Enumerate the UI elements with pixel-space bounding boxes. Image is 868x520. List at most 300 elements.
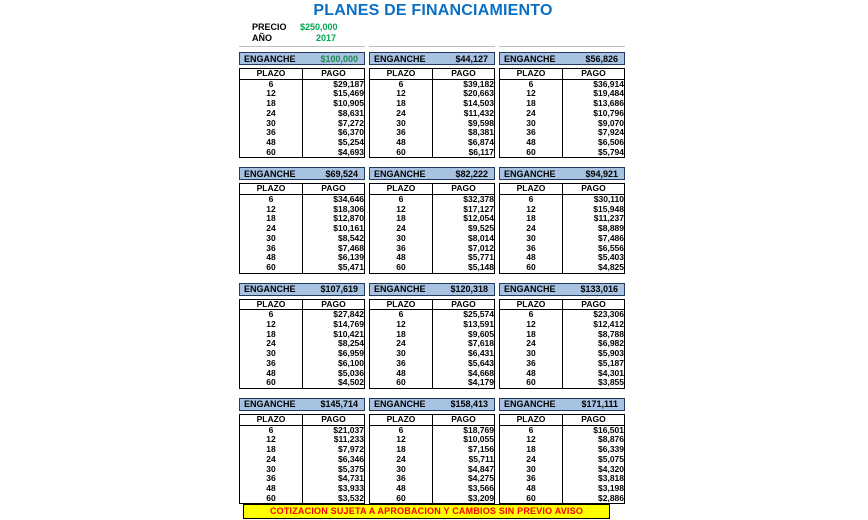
plazo-cell: 60 (370, 378, 433, 388)
plazo-cell: 24 (240, 339, 303, 349)
plazo-cell: 12 (370, 205, 433, 215)
pago-column-header: PAGO (303, 414, 365, 425)
plazo-cell: 30 (500, 465, 563, 475)
plazo-cell: 60 (370, 148, 433, 158)
pago-cell: $6,506 (598, 137, 624, 147)
plazo-column-header: PLAZO (240, 184, 303, 195)
plazo-cell: 60 (240, 378, 303, 388)
pago-cell: $6,874 (468, 137, 494, 147)
payment-row (500, 310, 625, 320)
enganche-label: ENGANCHE (374, 53, 426, 64)
cell-border-line (239, 46, 365, 47)
enganche-header (499, 283, 625, 296)
payment-row (500, 349, 625, 359)
payment-row (240, 455, 365, 465)
pago-cell: $7,468 (338, 243, 364, 253)
plazo-cell: 24 (370, 109, 433, 119)
enganche-label: ENGANCHE (504, 53, 556, 64)
payment-row (500, 195, 625, 205)
plazo-column-header: PLAZO (240, 299, 303, 310)
plazo-cell: 18 (370, 99, 433, 109)
pago-column-header: PAGO (563, 69, 625, 80)
pago-cell: $6,346 (338, 454, 364, 464)
plazo-cell: 24 (240, 109, 303, 119)
pago-cell: $12,870 (333, 214, 364, 224)
financing-plan-table (499, 398, 625, 504)
payment-row (370, 234, 495, 244)
plazo-cell: 48 (370, 138, 433, 148)
pago-cell: $6,556 (598, 243, 624, 253)
plazo-cell: 36 (370, 474, 433, 484)
pago-cell: $10,161 (333, 224, 364, 234)
plazo-cell: 48 (370, 253, 433, 263)
pago-cell: $5,187 (598, 358, 624, 368)
payment-row (240, 445, 365, 455)
pago-cell: $39,182 (463, 79, 494, 89)
payment-row (370, 435, 495, 445)
pago-cell: $4,301 (598, 368, 624, 378)
pago-cell: $17,127 (463, 204, 494, 214)
plazo-cell: 60 (500, 378, 563, 388)
enganche-label: ENGANCHE (244, 168, 296, 179)
plazo-column-header: PLAZO (370, 69, 433, 80)
pago-cell: $3,532 (338, 493, 364, 503)
pago-cell: $14,503 (463, 99, 494, 109)
plazo-cell: 60 (370, 263, 433, 273)
payments-table (499, 299, 625, 389)
enganche-header (499, 167, 625, 180)
pago-cell: $30,110 (593, 194, 624, 205)
payment-row (240, 310, 365, 320)
plazo-cell: 30 (370, 119, 433, 129)
payments-table-header-row (370, 414, 495, 425)
sheet-content (237, 0, 629, 520)
pago-cell: $5,375 (338, 464, 364, 474)
precio-row (237, 21, 336, 32)
pago-cell: $4,502 (338, 378, 364, 388)
plazo-cell: 30 (500, 349, 563, 359)
enganche-header (499, 52, 625, 65)
payment-row (240, 320, 365, 330)
payment-row (240, 378, 365, 388)
plazo-cell: 12 (370, 89, 433, 99)
pago-column-header: PAGO (433, 414, 495, 425)
payment-row (370, 494, 495, 504)
payment-row (500, 445, 625, 455)
pago-cell: $5,075 (598, 454, 624, 464)
pago-cell: $6,370 (338, 128, 364, 138)
plazo-cell: 18 (240, 330, 303, 340)
pago-cell: $15,948 (593, 204, 624, 214)
plazo-cell: 6 (240, 79, 303, 89)
plazo-cell: 24 (500, 224, 563, 234)
payment-row (370, 119, 495, 129)
payment-row (240, 89, 365, 99)
pago-column-header: PAGO (303, 299, 365, 310)
payment-row (240, 494, 365, 504)
pago-column-header: PAGO (303, 69, 365, 80)
enganche-label: ENGANCHE (244, 284, 296, 295)
plazo-cell: 6 (500, 310, 563, 320)
financing-plan-table (499, 167, 625, 273)
financing-plan-table (369, 283, 495, 389)
payment-row (240, 369, 365, 379)
payment-row (370, 99, 495, 109)
pago-cell: $4,275 (468, 474, 494, 484)
payment-row (240, 99, 365, 109)
pago-cell: $7,972 (338, 445, 364, 455)
financing-plan-table (239, 283, 365, 389)
payments-table-header-row (500, 184, 625, 195)
plazo-cell: 18 (240, 214, 303, 224)
plazo-cell: 60 (500, 494, 563, 504)
payment-row (500, 425, 625, 435)
pago-column-header: PAGO (303, 184, 365, 195)
pago-cell: $8,542 (338, 233, 364, 243)
pago-cell: $4,847 (468, 464, 494, 474)
payment-row (370, 339, 495, 349)
payment-row (370, 128, 495, 138)
plazo-column-header: PLAZO (500, 184, 563, 195)
enganche-value: $69,524 (325, 168, 358, 179)
pago-cell: $32,378 (463, 194, 494, 205)
payments-table-header-row (500, 414, 625, 425)
pago-cell: $4,693 (338, 147, 364, 157)
plazo-cell: 48 (370, 369, 433, 379)
payments-table (369, 299, 495, 389)
pago-cell: $5,794 (598, 147, 624, 157)
payment-row (370, 455, 495, 465)
payment-row (370, 253, 495, 263)
plazo-cell: 18 (500, 445, 563, 455)
pago-cell: $3,818 (598, 474, 624, 484)
pago-cell: $10,796 (593, 108, 624, 118)
pago-cell: $6,139 (338, 253, 364, 263)
enganche-label: ENGANCHE (504, 399, 556, 410)
plazo-cell: 12 (240, 205, 303, 215)
plazo-cell: 48 (500, 138, 563, 148)
payment-row (240, 349, 365, 359)
plazo-cell: 12 (500, 205, 563, 215)
enganche-value: $107,619 (320, 284, 358, 295)
plazo-column-header: PLAZO (240, 414, 303, 425)
payment-row (500, 138, 625, 148)
pago-cell: $3,198 (598, 483, 624, 493)
pago-cell: $36,914 (593, 79, 624, 89)
pago-cell: $5,903 (598, 349, 624, 359)
plazo-cell: 36 (240, 474, 303, 484)
pago-cell: $5,036 (338, 368, 364, 378)
financing-plan-table (239, 398, 365, 504)
plazo-cell: 6 (370, 195, 433, 205)
plazo-cell: 12 (240, 320, 303, 330)
payment-row (500, 465, 625, 475)
payments-table (239, 414, 365, 504)
payment-row (500, 263, 625, 273)
payment-row (240, 339, 365, 349)
pago-cell: $5,771 (468, 253, 494, 263)
enganche-value: $158,413 (450, 399, 488, 410)
payment-row (370, 378, 495, 388)
payments-table (239, 183, 365, 273)
payment-row (370, 359, 495, 369)
enganche-label: ENGANCHE (504, 168, 556, 179)
plazo-cell: 24 (370, 224, 433, 234)
pago-cell: $25,574 (463, 309, 494, 320)
enganche-label: ENGANCHE (244, 53, 296, 64)
plazo-cell: 36 (500, 474, 563, 484)
pago-cell: $4,731 (338, 474, 364, 484)
payments-table (239, 299, 365, 389)
enganche-label: ENGANCHE (244, 399, 296, 410)
enganche-header (369, 283, 495, 296)
plazo-cell: 36 (240, 359, 303, 369)
pago-cell: $8,381 (468, 128, 494, 138)
plazo-cell: 24 (500, 455, 563, 465)
payments-table-header-row (240, 69, 365, 80)
enganche-value: $94,921 (585, 168, 618, 179)
payment-row (370, 205, 495, 215)
pago-cell: $4,825 (598, 262, 624, 272)
payment-row (500, 369, 625, 379)
plazo-cell: 36 (240, 128, 303, 138)
payment-row (240, 474, 365, 484)
plazo-cell: 60 (370, 494, 433, 504)
payment-row (370, 79, 495, 89)
enganche-value: $171,111 (581, 399, 618, 410)
plazo-cell: 30 (500, 119, 563, 129)
payment-row (240, 119, 365, 129)
pago-cell: $7,012 (468, 243, 494, 253)
payment-row (500, 214, 625, 224)
plazo-column-header: PLAZO (370, 414, 433, 425)
enganche-header (239, 52, 365, 65)
pago-column-header: PAGO (433, 299, 495, 310)
pago-cell: $7,156 (468, 445, 494, 455)
payments-table-header-row (240, 414, 365, 425)
plazo-cell: 30 (500, 234, 563, 244)
pago-cell: $5,403 (598, 253, 624, 263)
payment-row (370, 138, 495, 148)
plazo-cell: 36 (240, 244, 303, 254)
payment-row (500, 455, 625, 465)
payment-row (370, 320, 495, 330)
payment-row (240, 234, 365, 244)
cell-border-line (499, 46, 625, 47)
pago-cell: $8,889 (598, 224, 624, 234)
payment-row (500, 330, 625, 340)
payment-row (240, 330, 365, 340)
payment-row (500, 205, 625, 215)
plazo-cell: 18 (370, 330, 433, 340)
pago-cell: $7,272 (338, 118, 364, 128)
pago-cell: $11,237 (593, 214, 624, 224)
plazo-cell: 30 (370, 349, 433, 359)
pago-cell: $9,070 (598, 118, 624, 128)
plazo-cell: 18 (500, 330, 563, 340)
payment-row (370, 425, 495, 435)
payment-row (500, 484, 625, 494)
pago-cell: $8,014 (468, 233, 494, 243)
financing-plan-table (369, 167, 495, 273)
pago-cell: $14,769 (333, 320, 364, 330)
precio-value-input[interactable]: $250,000 (300, 21, 338, 32)
enganche-value: $44,127 (455, 53, 488, 64)
pago-cell: $5,254 (338, 137, 364, 147)
pago-cell: $19,484 (593, 89, 624, 99)
payment-row (240, 205, 365, 215)
payment-row (240, 484, 365, 494)
payments-table-header-row (240, 184, 365, 195)
payment-row (240, 425, 365, 435)
payment-row (500, 253, 625, 263)
payment-row (500, 339, 625, 349)
payment-row (370, 445, 495, 455)
payment-row (370, 244, 495, 254)
financing-plan-table (369, 398, 495, 504)
plazo-cell: 48 (240, 369, 303, 379)
enganche-header (239, 167, 365, 180)
payment-row (500, 119, 625, 129)
pago-cell: $4,179 (468, 378, 494, 388)
pago-cell: $7,924 (598, 128, 624, 138)
anio-value-input[interactable]: 2017 (315, 32, 336, 43)
payment-row (240, 148, 365, 158)
pago-cell: $15,469 (333, 89, 364, 99)
plazo-cell: 24 (240, 224, 303, 234)
pago-cell: $4,320 (598, 464, 624, 474)
anio-label: AÑO (252, 32, 272, 43)
payment-row (240, 109, 365, 119)
payment-row (500, 79, 625, 89)
plans-grid (239, 52, 625, 504)
page-title: PLANES DE FINANCIAMIENTO (313, 2, 553, 19)
payment-row (240, 465, 365, 475)
pago-cell: $5,711 (468, 454, 494, 464)
payments-table-header-row (370, 299, 495, 310)
plazo-cell: 60 (240, 263, 303, 273)
plazo-cell: 60 (500, 148, 563, 158)
plazo-column-header: PLAZO (500, 414, 563, 425)
payments-table-header-row (240, 299, 365, 310)
payment-row (240, 138, 365, 148)
plazo-cell: 24 (370, 339, 433, 349)
plazo-cell: 48 (240, 138, 303, 148)
payments-table (499, 68, 625, 158)
pago-cell: $7,486 (598, 233, 624, 243)
payment-row (500, 359, 625, 369)
enganche-label: ENGANCHE (374, 284, 426, 295)
pago-column-header: PAGO (433, 69, 495, 80)
payment-row (500, 494, 625, 504)
plazo-cell: 48 (240, 253, 303, 263)
plazo-cell: 6 (370, 310, 433, 320)
enganche-label: ENGANCHE (374, 399, 426, 410)
plazo-cell: 36 (370, 128, 433, 138)
pago-cell: $16,501 (593, 425, 624, 435)
plazo-cell: 6 (240, 425, 303, 435)
pago-cell: $4,668 (468, 368, 494, 378)
enganche-value: $120,318 (450, 284, 488, 295)
payment-row (500, 474, 625, 484)
plazo-cell: 6 (370, 425, 433, 435)
plazo-cell: 18 (240, 99, 303, 109)
pago-cell: $34,646 (333, 194, 364, 205)
plazo-cell: 24 (500, 109, 563, 119)
payment-row (500, 128, 625, 138)
pago-cell: $29,187 (333, 79, 364, 89)
pago-cell: $5,148 (468, 262, 494, 272)
pago-cell: $8,631 (338, 108, 364, 118)
payment-row (370, 263, 495, 273)
plazo-cell: 30 (240, 349, 303, 359)
plazo-cell: 60 (240, 494, 303, 504)
enganche-label: ENGANCHE (374, 168, 426, 179)
pago-cell: $12,054 (463, 214, 494, 224)
plazo-cell: 30 (240, 465, 303, 475)
payment-row (240, 214, 365, 224)
pago-cell: $6,982 (598, 339, 624, 349)
plazo-column-header: PLAZO (370, 184, 433, 195)
payments-table-header-row (370, 69, 495, 80)
plazo-cell: 30 (240, 234, 303, 244)
plazo-column-header: PLAZO (240, 69, 303, 80)
financing-plan-table (369, 52, 495, 158)
payment-row (500, 99, 625, 109)
payment-row (370, 310, 495, 320)
pago-cell: $10,905 (333, 99, 364, 109)
plazo-cell: 18 (370, 214, 433, 224)
payment-row (240, 244, 365, 254)
enganche-header (239, 283, 365, 296)
enganche-header (369, 398, 495, 411)
pago-cell: $11,233 (333, 435, 364, 445)
payments-table-header-row (500, 69, 625, 80)
enganche-value-input[interactable]: $100,000 (320, 53, 358, 64)
payment-row (370, 195, 495, 205)
pago-cell: $3,566 (468, 483, 494, 493)
payment-row (370, 148, 495, 158)
pago-cell: $18,306 (333, 204, 364, 214)
payments-table (369, 68, 495, 158)
pago-cell: $3,933 (338, 483, 364, 493)
pago-cell: $21,037 (333, 425, 364, 435)
plazo-cell: 48 (500, 369, 563, 379)
plazo-cell: 12 (500, 435, 563, 445)
pago-cell: $6,959 (338, 349, 364, 359)
payment-row (500, 244, 625, 254)
payment-row (500, 89, 625, 99)
payment-row (500, 234, 625, 244)
payment-row (370, 484, 495, 494)
plazo-cell: 6 (370, 79, 433, 89)
pago-cell: $9,598 (468, 118, 494, 128)
pago-cell: $8,788 (598, 329, 624, 339)
pago-cell: $5,471 (338, 262, 364, 272)
plazo-cell: 6 (240, 195, 303, 205)
precio-label: PRECIO (252, 21, 287, 32)
pago-cell: $3,855 (598, 378, 624, 388)
pago-cell: $7,618 (468, 339, 494, 349)
plazo-cell: 60 (500, 263, 563, 273)
pago-cell: $2,886 (598, 493, 624, 503)
plazo-cell: 24 (240, 455, 303, 465)
pago-cell: $8,876 (598, 435, 624, 445)
cell-border-line (369, 46, 495, 47)
pago-cell: $6,339 (598, 445, 624, 455)
payment-row (370, 89, 495, 99)
plazo-column-header: PLAZO (500, 69, 563, 80)
